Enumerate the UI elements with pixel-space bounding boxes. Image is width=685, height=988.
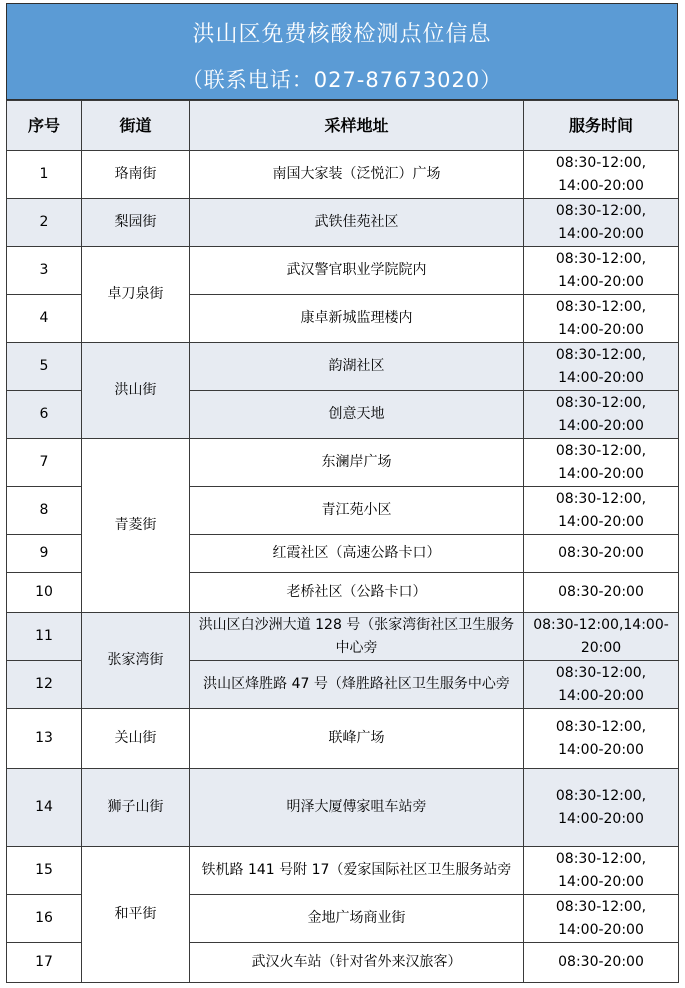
street-name: 卓刀泉街: [82, 247, 190, 343]
service-hours: 08:30-12:00, 14:00-20:00: [524, 199, 679, 247]
sampling-address: 红霞社区（高速公路卡口）: [190, 535, 524, 573]
sampling-address: 创意天地: [190, 391, 524, 439]
row-number: 7: [7, 439, 82, 487]
row-number: 11: [7, 613, 82, 661]
table-row: [7, 151, 679, 199]
row-number: 17: [7, 943, 82, 983]
column-header-no: 序号: [7, 101, 82, 151]
street-name: 狮子山街: [82, 769, 190, 847]
table-row: [7, 199, 679, 247]
row-number: 5: [7, 343, 82, 391]
service-hours: 08:30-12:00, 14:00-20:00: [524, 847, 679, 895]
street-name: 洪山街: [82, 343, 190, 439]
service-hours: 08:30-12:00,14:00-20:00: [524, 613, 679, 661]
sampling-address: 金地广场商业街: [190, 895, 524, 943]
service-hours: 08:30-12:00, 14:00-20:00: [524, 439, 679, 487]
service-hours: 08:30-12:00, 14:00-20:00: [524, 151, 679, 199]
sampling-address: 联峰广场: [190, 709, 524, 769]
sampling-address: 康卓新城监理楼内: [190, 295, 524, 343]
table-row: [7, 439, 679, 487]
sampling-address: 老桥社区（公路卡口）: [190, 573, 524, 613]
sampling-address: 武汉火车站（针对省外来汉旅客）: [190, 943, 524, 983]
row-number: 3: [7, 247, 82, 295]
column-header-address: 采样地址: [190, 101, 524, 151]
sampling-address: 武汉警官职业学院院内: [190, 247, 524, 295]
service-hours: 08:30-20:00: [524, 535, 679, 573]
sampling-address: 铁机路 141 号附 17（爱家国际社区卫生服务站旁: [190, 847, 524, 895]
row-number: 4: [7, 295, 82, 343]
street-name: 梨园街: [82, 199, 190, 247]
table-row: [7, 709, 679, 769]
street-name: 青菱街: [82, 439, 190, 613]
row-number: 13: [7, 709, 82, 769]
service-hours: 08:30-12:00, 14:00-20:00: [524, 709, 679, 769]
table-title-banner: [6, 3, 678, 100]
table-row: [7, 343, 679, 391]
service-hours: 08:30-20:00: [524, 573, 679, 613]
row-number: 16: [7, 895, 82, 943]
table-row: [7, 247, 679, 295]
column-header-time: 服务时间: [524, 101, 679, 151]
street-name: 关山街: [82, 709, 190, 769]
sampling-address: 青江苑小区: [190, 487, 524, 535]
sampling-address: 洪山区烽胜路 47 号（烽胜路社区卫生服务中心旁: [190, 661, 524, 709]
street-name: 珞南街: [82, 151, 190, 199]
service-hours: 08:30-12:00, 14:00-20:00: [524, 769, 679, 847]
row-number: 10: [7, 573, 82, 613]
service-hours: 08:30-12:00, 14:00-20:00: [524, 247, 679, 295]
testing-sites-table: [6, 100, 679, 983]
service-hours: 08:30-12:00, 14:00-20:00: [524, 343, 679, 391]
contact-phone: （联系电话：027-87673020）: [181, 68, 503, 92]
sampling-address: 洪山区白沙洲大道 128 号（张家湾街社区卫生服务中心旁: [190, 613, 524, 661]
sampling-address: 南国大家装（泛悦汇）广场: [190, 151, 524, 199]
row-number: 12: [7, 661, 82, 709]
service-hours: 08:30-12:00, 14:00-20:00: [524, 391, 679, 439]
table-row: [7, 769, 679, 847]
service-hours: 08:30-20:00: [524, 943, 679, 983]
street-name: 和平街: [82, 847, 190, 983]
sampling-address: 韵湖社区: [190, 343, 524, 391]
street-name: 张家湾街: [82, 613, 190, 709]
service-hours: 08:30-12:00, 14:00-20:00: [524, 895, 679, 943]
sampling-address: 武铁佳苑社区: [190, 199, 524, 247]
sampling-address: 明泽大厦傅家咀车站旁: [190, 769, 524, 847]
row-number: 2: [7, 199, 82, 247]
row-number: 8: [7, 487, 82, 535]
service-hours: 08:30-12:00, 14:00-20:00: [524, 661, 679, 709]
service-hours: 08:30-12:00, 14:00-20:00: [524, 295, 679, 343]
column-header-street: 街道: [82, 101, 190, 151]
table-row: [7, 847, 679, 895]
service-hours: 08:30-12:00, 14:00-20:00: [524, 487, 679, 535]
row-number: 1: [7, 151, 82, 199]
page-title: 洪山区免费核酸检测点位信息: [192, 22, 492, 47]
row-number: 6: [7, 391, 82, 439]
table-header-row: [7, 101, 679, 151]
row-number: 15: [7, 847, 82, 895]
sampling-address: 东澜岸广场: [190, 439, 524, 487]
row-number: 14: [7, 769, 82, 847]
table-row: [7, 613, 679, 661]
row-number: 9: [7, 535, 82, 573]
